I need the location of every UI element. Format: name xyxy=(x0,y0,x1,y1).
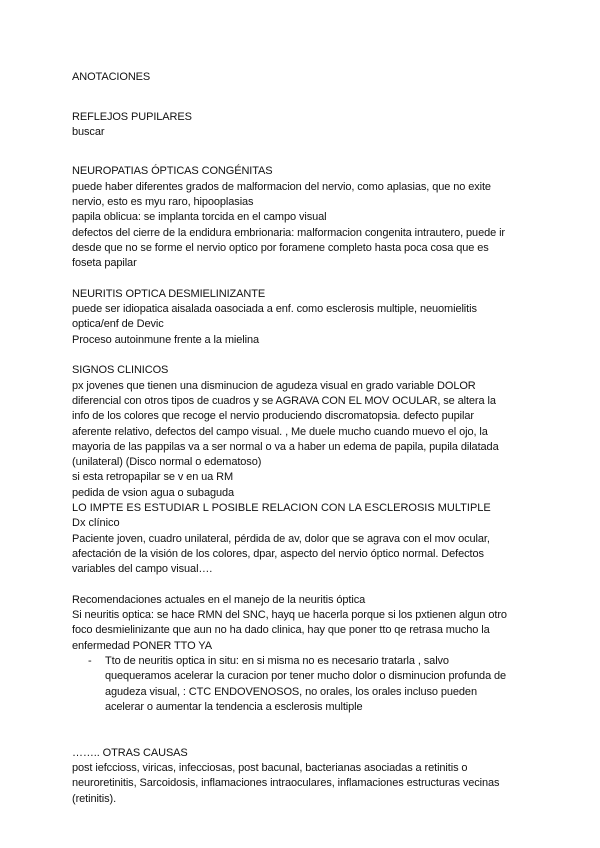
paragraph-line: pedida de vsion agua o subaguda xyxy=(72,486,235,499)
heading-neuritis: NEURITIS OPTICA DESMIELINIZANTE xyxy=(72,287,266,300)
paragraph-line: defectos del cierre de la endidura embrionaria: malformacion congenita intrautero, puede ir xyxy=(72,226,505,239)
paragraph-line: desde que no se forme el nervio optico por foramene completo hasta poca cosa que es xyxy=(72,241,489,254)
paragraph-line: Paciente joven, cuadro unilateral, pérdida de av, dolor que se agrava con el mov ocular, xyxy=(72,532,490,545)
emphasis-line: LO IMPTE ES ESTUDIAR L POSIBLE RELACION CON LA ESCLEROSIS MULTIPLE xyxy=(72,502,491,515)
list-item-line: agudeza visual, : CTC ENDOVENOSOS, no orales, los orales incluso pueden xyxy=(105,685,477,698)
document-title: ANOTACIONES xyxy=(72,71,151,83)
paragraph-line: post iefccioss, viricas, infecciosas, post bacunal, bacterianas asociadas a retinitis o xyxy=(72,762,468,775)
paragraph-line: foco desmielinizante que aun no ha dado clinica, hay que poner tto qe retrasa mucho la xyxy=(72,624,490,637)
paragraph-line: Si neuritis optica: se hace RMN del SNC, hayq ue hacerla porque si los pxtienen algun otro xyxy=(72,609,507,622)
paragraph-line: info de los colores que recoge el nervio produciendo discromatopsia. defecto pupilar xyxy=(72,410,474,423)
paragraph-line: foseta papilar xyxy=(72,257,137,270)
paragraph-line: afectación de la visión de los colores, dpar, aspecto del nervio óptico normal. Defectos xyxy=(72,547,484,560)
heading-recomendaciones: Recomendaciones actuales en el manejo de la neuritis óptica xyxy=(72,593,366,606)
paragraph-line: variables del campo visual…. xyxy=(72,563,213,576)
paragraph-line: neuroretinitis, Sarcoidosis, inflamaciones intraoculares, inflamaciones estructuras vecinas xyxy=(72,777,500,790)
dx-label: Dx clínico xyxy=(72,517,120,530)
paragraph-line: Proceso autoinmune frente a la mielina xyxy=(72,333,259,346)
paragraph-line: optica/enf de Devic xyxy=(72,318,164,331)
paragraph-line: mayoria de las pappilas va a ser normal o va a haber un edema de papila, pupila dilatada xyxy=(72,440,499,453)
paragraph-line: nervio, esto es myu raro, hipooplasias xyxy=(72,196,254,209)
paragraph-line: puede ser idiopatica aisalada oasociada a enf. como esclerosis multiple, neuomielitis xyxy=(72,303,477,316)
document-page xyxy=(72,70,532,807)
bullet-dash: - xyxy=(88,654,92,667)
heading-otras-causas: …….. OTRAS CAUSAS xyxy=(72,746,188,759)
paragraph-line: si esta retropapilar se v en ua RM xyxy=(72,471,234,484)
list-item-line: Tto de neuritis optica in situ: en si misma no es necesario tratarla , salvo xyxy=(105,654,449,667)
paragraph-line: papila oblicua: se implanta torcida en el campo visual xyxy=(72,211,327,224)
heading-reflejos: REFLEJOS PUPILARES xyxy=(72,110,192,123)
heading-signos: SIGNOS CLINICOS xyxy=(72,364,169,377)
paragraph-line: puede haber diferentes grados de malformacion del nervio, como aplasias, que no exite xyxy=(72,180,491,193)
paragraph-line: diferencial con otros tipos de cuadros y se AGRAVA CON EL MOV OCULAR, se altera la xyxy=(72,394,496,407)
paragraph-line: enfermedad PONER TTO YA xyxy=(72,639,212,652)
heading-neuropatias: NEUROPATIAS ÓPTICAS CONGÉNITAS xyxy=(72,165,273,178)
paragraph-line: buscar xyxy=(72,125,105,138)
paragraph-line: aferente relativo, defectos del campo visual. , Me duele mucho cuando muevo el ojo, la xyxy=(72,425,488,438)
paragraph-line: (unilateral) (Disco normal o edematoso) xyxy=(72,456,262,469)
list-item xyxy=(72,654,532,715)
paragraph-line: (retinitis). xyxy=(72,792,117,805)
list-item-line: quequeramos acelerar la curacion por tener mucho dolor o disminucion profunda de xyxy=(105,670,507,683)
paragraph-line: px jovenes que tienen una disminucion de agudeza visual en grado variable DOLOR xyxy=(72,379,476,392)
list-item-line: acelerar o aumentar la tendencia a esclerosis multiple xyxy=(105,700,363,713)
